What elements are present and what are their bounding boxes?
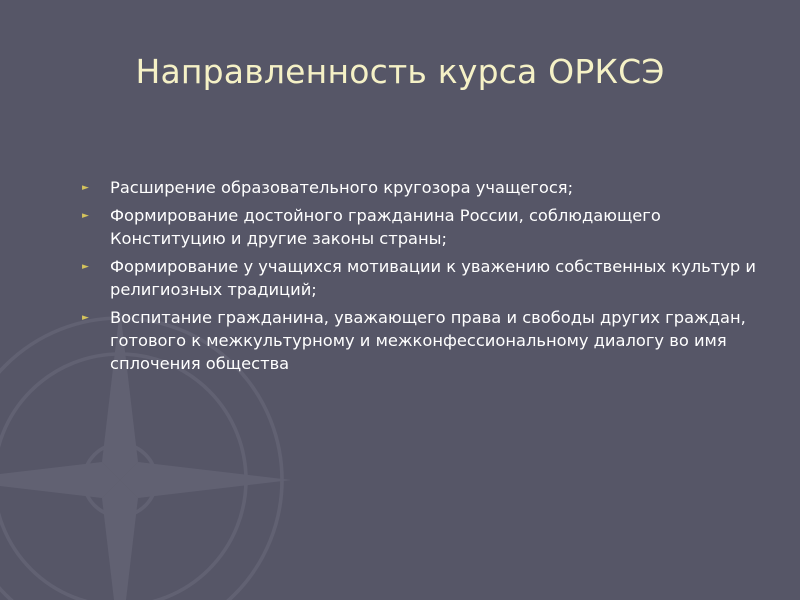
triangle-bullet-icon: ► [82, 313, 89, 323]
triangle-bullet-icon: ► [82, 183, 89, 193]
slide-title: Направленность курса ОРКСЭ [135, 52, 665, 91]
bullet-list [82, 176, 780, 380]
triangle-bullet-icon: ► [82, 211, 89, 221]
triangle-bullet-icon: ► [82, 262, 89, 272]
bullet-item [82, 176, 780, 199]
bullet-item [82, 306, 780, 375]
bullet-text: Воспитание гражданина, уважающего права и свободы других граждан, готового к межкультурному и межконфессиональному диалогу во имя сплочения общества [110, 308, 746, 373]
bullet-item [82, 204, 780, 250]
bullet-text: Расширение образовательного кругозора учащегося; [110, 178, 574, 197]
bullet-text: Формирование у учащихся мотивации к уважению собственных культур и религиозных традиций; [110, 257, 756, 299]
bullet-item [82, 255, 780, 301]
bullet-text: Формирование достойного гражданина России, соблюдающего Конституцию и другие законы страны; [110, 206, 661, 248]
